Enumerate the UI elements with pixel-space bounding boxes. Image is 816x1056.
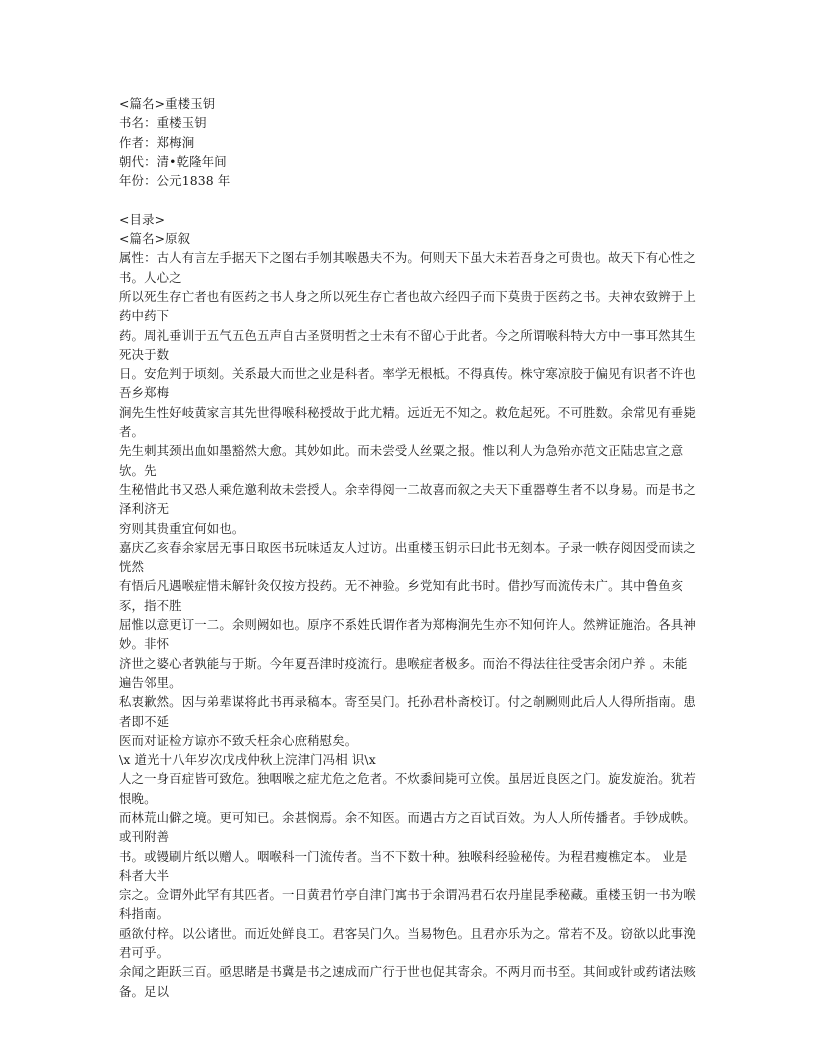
paragraph: 穷则其贵重宜何如也。	[119, 520, 245, 536]
signature-line: \x 道光十八年岁次戊戌仲秋上浣津门冯相 识\x	[119, 752, 376, 768]
spacer	[119, 190, 699, 209]
paragraph: 涧先生性好岐黄家言其先世得喉科秘授故于此尤精。远近无不知之。救危起死。不可胜数。余常见有垂毙者。	[119, 404, 696, 440]
title-tag: <篇名>重楼玉钥	[119, 96, 216, 111]
paragraph: 济世之婆心者孰能与于斯。今年夏吾津时疫流行。患喉症者极多。而治不得法往往受害余闭户养 。未能遍告邻里。	[119, 655, 688, 690]
year: 年份：公元1838 年	[119, 173, 231, 189]
paragraph: 嘉庆乙亥春余家居无事日取医书玩味适友人过访。出重楼玉钥示曰此书无刻本。子录一帙存阅因受而读之恍然	[119, 539, 696, 575]
toc-label: <目录>	[119, 211, 166, 227]
paragraph: 书。或镘刷片纸以赠人。咽喉科一门流传者。当不下数十种。独喉科经验秘传。为程君瘦樵定本。 业是科者大半	[119, 848, 688, 883]
body-text	[119, 248, 699, 1001]
paragraph: 私衷歉然。因与弟辈谋将此书再录稿本。寄至吴门。托孙君朴斋校订。付之剞劂则此后人人得所指南。患者即不延	[119, 694, 696, 729]
paragraph: 药。周礼垂训于五气五色五声自古圣贤明哲之士未有不留心于此者。今之所谓喉科特大方中一事耳然其生死决于数	[119, 327, 696, 362]
paragraph: 日。安危判于顷刻。关系最大而世之业是科者。率学无根柢。不得真传。株守寒凉胶于偏见有识者不许也吾乡郑梅	[119, 366, 696, 401]
paragraph: 所以死生存亡者也有医药之书人身之所以死生存亡者也故六经四子而下莫贵于医药之书。夫神农致辨于上药中药下	[119, 288, 696, 324]
paragraph: 宗之。佥谓外此罕有其匹者。一日黄君竹亭自津门寓书于余谓冯君石农丹崖昆季秘藏。重楼玉钥一书为喉科指南。	[119, 887, 696, 922]
author: 作者：郑梅涧	[119, 134, 195, 150]
paragraph: 医而对证检方谅亦不致夭枉余心庶稍慰矣。	[119, 732, 358, 748]
section-tag: <篇名>原叙	[119, 231, 191, 247]
paragraph: 亟欲付梓。以公诸世。而近处鲜良工。君客吴门久。当易物色。且君亦乐为之。常若不及。窃欲以此事浼君可乎。	[119, 925, 696, 961]
document-page	[119, 94, 699, 1001]
paragraph: 先生刺其颈出血如墨豁然大愈。其妙如此。而未尝受人丝粟之报。惟以利人为急殆亦范文正陆忠宣之意欤。先	[119, 443, 684, 478]
paragraph: 生秘惜此书又恐人乘危邀利故未尝授人。余幸得阅一二故喜而叙之夫天下重器尊生者不以身易。而是书之泽利济无	[119, 481, 696, 517]
paragraph: 有悟后凡遇喉症惜未解针灸仅按方投药。无不神验。乡党知有此书时。借抄写而流传未广。其中鲁鱼亥豕，指不胜	[119, 578, 684, 613]
paragraph: 余闻之距跃三百。亟思睹是书冀是书之速成而广行于世也促其寄余。不两月而书至。其间或针或药诸法赅备。足以	[119, 964, 696, 999]
paragraph: 属性：古人有言左手据天下之图右手刎其喉愚夫不为。何则天下虽大未若吾身之可贵也。故天下有心性之书。人心之	[119, 250, 696, 285]
book-name: 书名：重楼玉钥	[119, 115, 207, 131]
paragraph: 人之一身百症皆可致危。独咽喉之症尤危之危者。不炊黍间毙可立俟。虽居近良医之门。旋发旋治。犹若恨晚。	[119, 771, 696, 806]
dynasty: 朝代：清•乾隆年间	[119, 153, 227, 169]
paragraph: 而林荒山僻之境。更可知已。余甚悯焉。余不知医。而遇古方之百试百效。为人人所传播者。手钞成帙。或刊附善	[119, 809, 696, 845]
paragraph: 屈惟以意更订一二。余则阙如也。原序不系姓氏谓作者为郑梅涧先生亦不知何许人。然辨证施治。各具神妙。非怀	[119, 617, 696, 652]
